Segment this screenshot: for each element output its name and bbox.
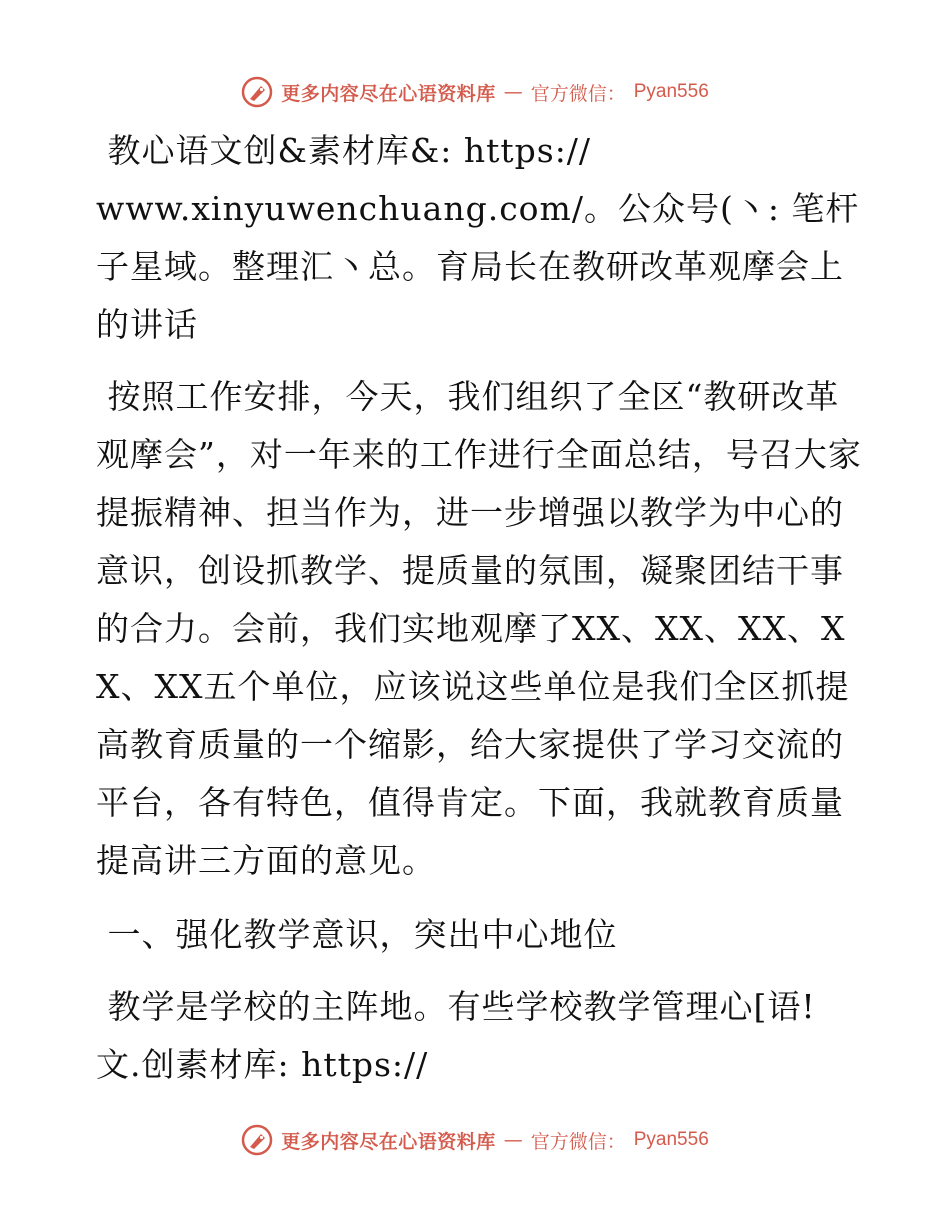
body-paragraph: 按照工作安排，今天，我们组织了全区“教研改革观摩会”，对一年来的工作进行全面总结，号召大家提振精神、担当作为，进一步增强以教学为中心的意识，创设抓教学、提质量的氛围，凝聚团结干事的合力。会前，我们实地观摩了XX、XX、XX、XX、XX五个单位，应该说这些单位是我们全区抓提高教育质量的一个缩影，给大家提供了学习交流的平台，各有特色，值得肯定。下面，我就教育质量提高讲三方面的意见。 (96, 377, 862, 880)
pen-nib-icon (241, 1124, 273, 1156)
intro-paragraph: 教心语文创&素材库&: https:// www.xinyuwenchuang.com/。公众号(丶: 笔杆子星域。整理汇丶总。育局长在教研改革观摩会上的讲话 (96, 131, 860, 344)
pen-nib-icon (241, 76, 273, 108)
watermark-label: 官方微信： (530, 1130, 626, 1153)
watermark-label: 官方微信： (530, 82, 626, 105)
document-body (96, 122, 866, 1110)
watermark-separator: — (503, 1129, 523, 1151)
watermark-account: Pyan556 (633, 1129, 709, 1150)
footer-watermark (0, 1118, 950, 1162)
header-watermark (0, 70, 950, 114)
watermark-brand: 更多内容尽在心语资料库 (281, 82, 496, 105)
section-heading: 一、强化教学意识，突出中心地位 (96, 915, 618, 954)
watermark-separator: — (503, 81, 523, 103)
watermark-brand: 更多内容尽在心语资料库 (281, 1130, 496, 1153)
watermark-account: Pyan556 (633, 81, 709, 102)
body-paragraph-2: 教学是学校的主阵地。有些学校教学管理心[语! 文.创素材库: https:// (96, 987, 816, 1084)
